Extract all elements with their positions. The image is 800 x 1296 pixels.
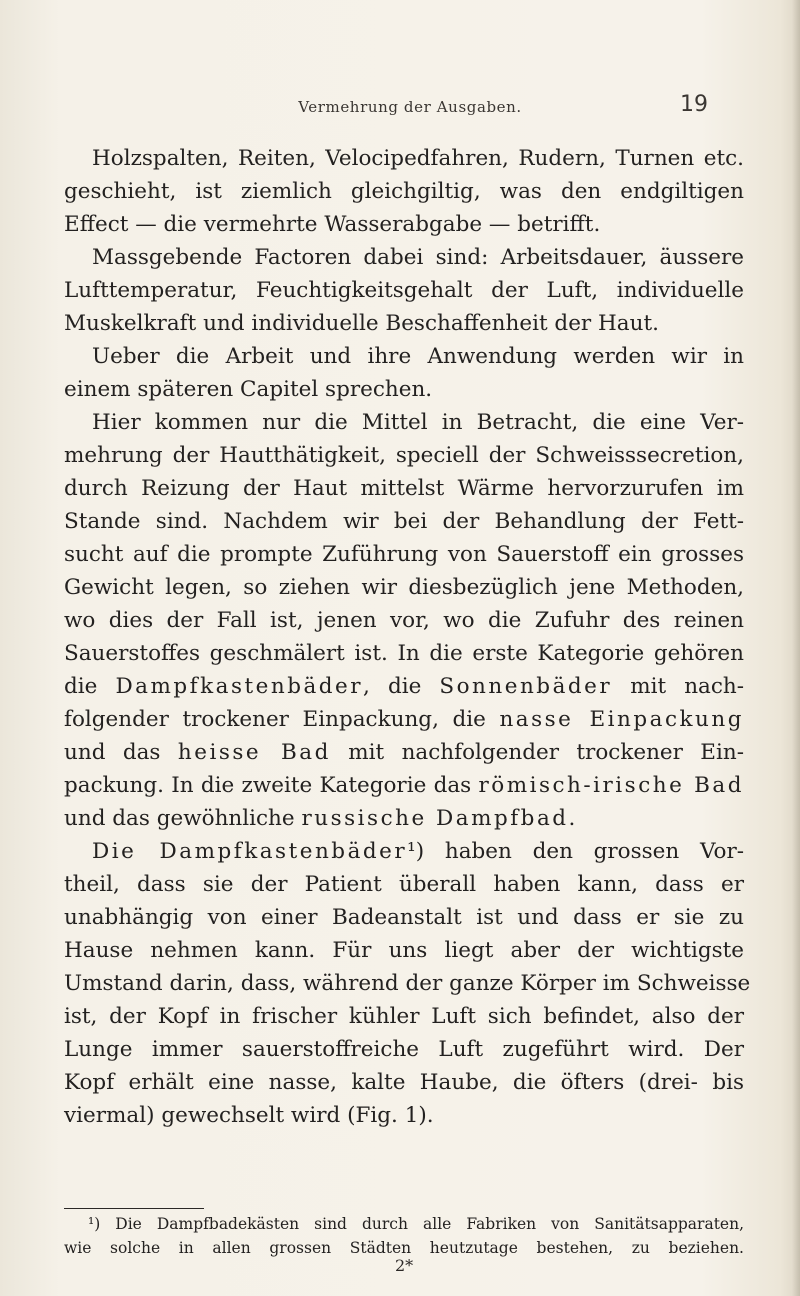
text-line: Lufttemperatur, Feuchtigkeitsgehalt der Luft, individuelle [64,278,744,303]
text-line: theil, dass sie der Patient überall haben kann, dass er [64,872,744,897]
text-line: wo dies der Fall ist, jenen vor, wo die Zufuhr des reinen [64,608,744,633]
text-segment: ¹) haben den grossen Vor- [407,839,744,864]
spaced-term: Sonnenbäder [439,674,613,699]
text-line: mehrung der Hautthätigkeit, speciell der Schweisssecretion, [64,443,744,468]
text-line: viermal) gewechselt wird (Fig. 1). [64,1103,434,1128]
footnote-rule [64,1208,204,1209]
text-line [64,736,744,769]
text-segment: . [568,806,576,831]
text-segment: mit nachfolgender trockener Ein- [330,740,744,765]
text-line: Lunge immer sauerstoffreiche Luft zugeführt wird. Der [64,1037,744,1062]
text-line: einem späteren Capitel sprechen. [64,377,433,402]
text-line: durch Reizung der Haut mittelst Wärme hervorzurufen im [64,476,744,501]
footnote-line: wie solche in allen grossen Städten heutzutage bestehen, zu beziehen. [64,1239,744,1257]
footnote-line: ¹) Die Dampfbadekästen sind durch alle Fabriken von Sanitätsapparaten, [88,1215,744,1233]
spaced-term: nasse Einpackung [499,707,744,732]
text-segment: die [64,674,116,699]
text-segment: und das gewöhnliche [64,806,302,831]
text-line: Effect — die vermehrte Wasserabgabe — betrifft. [64,212,601,237]
page-edge-shadow [792,0,800,1296]
running-head [60,92,760,122]
text-line: Muskelkraft und individuelle Beschaffenheit der Haut. [64,311,659,336]
text-line [64,769,744,802]
text-line: Gewicht legen, so ziehen wir diesbezüglich jene Methoden, [64,575,744,600]
text-line: Massgebende Factoren dabei sind: Arbeitsdauer, äussere [92,245,744,270]
text-line: Sauerstoffes geschmälert ist. In die erste Kategorie gehören [64,641,744,666]
text-line: Umstand darin, dass, während der ganze Körper im Schweisse [64,971,751,996]
text-segment: und das [64,740,178,765]
spaced-term: Die Dampfkastenbäder [92,839,408,864]
text-line: sucht auf die prompte Zuführung von Sauerstoff ein grosses [64,542,744,567]
footnotes [64,1212,744,1260]
text-line: Hier kommen nur die Mittel in Betracht, die eine Ver- [92,410,744,435]
text-segment: folgender trockener Einpackung, die [64,707,500,732]
text-line: Stande sind. Nachdem wir bei der Behandlung der Fett- [64,509,744,534]
text-line: Hause nehmen kann. Für uns liegt aber der wichtigste [64,938,744,963]
spaced-term: heisse Bad [177,740,331,765]
text-line: Ueber die Arbeit und ihre Anwendung werden wir in [92,344,744,369]
text-segment: mit nach- [612,674,745,699]
signature-mark: 2* [395,1256,414,1275]
text-line [64,670,744,703]
text-line [64,802,744,835]
text-segment: packung. In die zweite Kategorie das [64,773,479,798]
running-title: Vermehrung der Ausgaben. [298,98,522,116]
text-line: Kopf erhält eine nasse, kalte Haube, die öfters (drei- bis [64,1070,744,1095]
spaced-term: römisch-irische Bad [478,773,744,798]
text-line: unabhängig von einer Badeanstalt ist und dass er sie zu [64,905,744,930]
text-line [64,703,744,736]
page-number: 19 [680,92,708,117]
text-line: geschieht, ist ziemlich gleichgiltig, was den endgiltigen [64,179,744,204]
text-line [64,835,744,868]
text-segment: , die [363,674,440,699]
text-line: Holzspalten, Reiten, Velocipedfahren, Rudern, Turnen etc. [92,146,744,171]
text-line: ist, der Kopf in frischer kühler Luft sich befindet, also der [64,1004,744,1029]
spaced-term: russische Dampfbad [301,806,569,831]
spaced-term: Dampfkastenbäder [115,674,364,699]
body-text [64,142,751,1132]
